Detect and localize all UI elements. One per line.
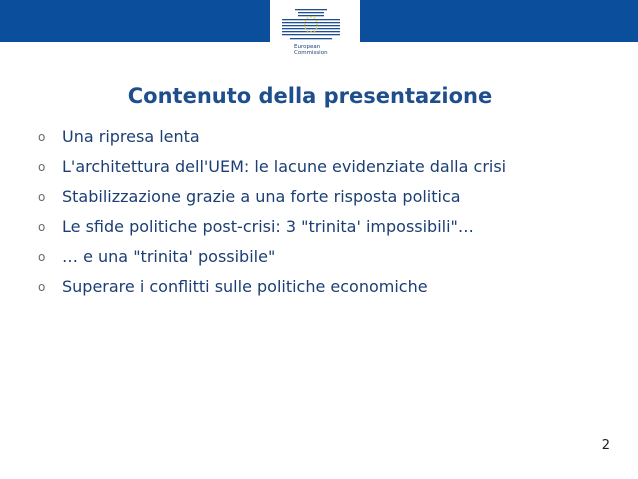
logo-line-2: Commission [294,50,328,56]
list-item [38,126,506,156]
bullet-text: Una ripresa lenta [62,127,200,146]
bullet-marker: o [38,160,46,174]
bullet-marker: o [38,220,46,234]
bullet-marker: o [38,130,46,144]
page-number: 2 [601,438,610,453]
bullet-text: Le sfide politiche post-crisi: 3 "trinita' impossibili"… [62,217,474,236]
list-item [38,216,506,246]
bullet-text: L'architettura dell'UEM: le lacune evidenziate dalla crisi [62,157,507,176]
bullet-marker: o [38,250,46,264]
list-item [38,186,506,216]
list-item [38,246,506,276]
slide-title: Contenuto della presentazione [127,84,493,108]
logo-caption [294,44,354,56]
logo-line-1: European [294,44,321,50]
bullet-marker: o [38,280,46,294]
bullet-marker: o [38,190,46,204]
bullet-text: Superare i conflitti sulle politiche economiche [62,277,428,296]
european-commission-logo [270,0,360,64]
bullet-text: Stabilizzazione grazie a una forte risposta politica [62,187,461,206]
list-item [38,156,506,186]
list-item [38,276,506,306]
bullet-text: … e una "trinita' possibile" [62,247,276,266]
bullet-list [38,126,506,306]
